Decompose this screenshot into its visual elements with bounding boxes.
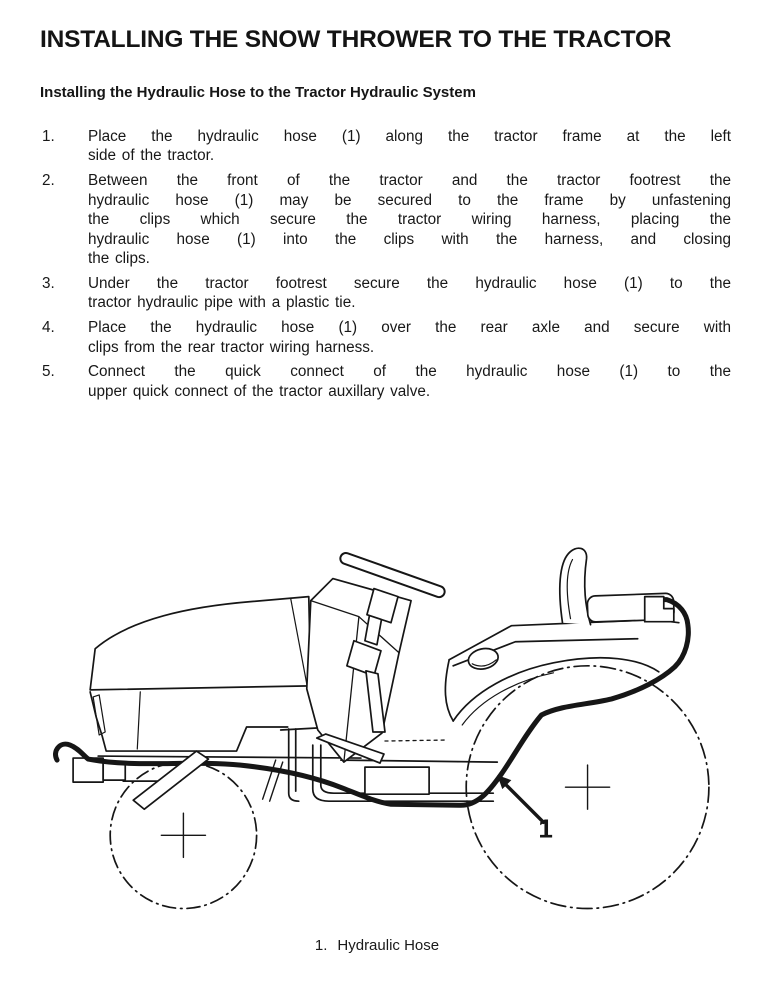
front-wheel	[110, 762, 256, 908]
instruction-line: clips from the rear tractor wiring harness.	[88, 338, 375, 356]
section-subtitle: Installing the Hydraulic Hose to the Tractor Hydraulic System	[40, 84, 476, 101]
instruction-line: Place the hydraulic hose (1) along the tractor frame at the left	[88, 128, 731, 145]
instruction-item-3	[42, 274, 732, 313]
item-text	[88, 362, 731, 401]
seat-backrest	[560, 548, 591, 625]
instruction-line: the clips.	[88, 249, 150, 267]
instruction-line: Connect the quick connect of the hydraulic hose (1) to the	[88, 363, 731, 381]
instruction-item-5	[42, 362, 732, 401]
instruction-item-2	[42, 171, 732, 268]
figure-caption-number: 1.	[314, 937, 328, 954]
instructions-list	[42, 127, 732, 407]
item-text	[88, 274, 731, 313]
hood	[90, 597, 311, 751]
page-title: INSTALLING THE SNOW THROWER TO THE TRACTOR	[40, 26, 672, 53]
instruction-line: tractor hydraulic pipe with a plastic tie.	[88, 294, 356, 312]
item-text	[88, 171, 731, 268]
tractor-illustration	[40, 528, 742, 930]
item-text	[88, 318, 731, 357]
item-number: 3.	[42, 274, 55, 292]
instruction-line: the clips which secure the tractor wiring harness, placing the	[88, 211, 731, 229]
instruction-line: side of the tractor.	[88, 147, 215, 165]
callout-label: 1	[538, 813, 553, 844]
figure-caption	[36, 937, 718, 954]
item-number: 4.	[42, 319, 55, 337]
instruction-line: Under the tractor footrest secure the hydraulic hose (1) to the	[88, 274, 731, 292]
instruction-item-1	[42, 127, 732, 166]
callout-arrow	[497, 775, 543, 822]
figure	[40, 528, 742, 930]
instruction-line: upper quick connect of the tractor auxillary valve.	[88, 382, 431, 400]
instruction-line: hydraulic hose (1) into the clips with the harness, and closing	[88, 230, 731, 248]
item-number: 1.	[42, 128, 55, 145]
instruction-line: Place the hydraulic hose (1) over the rear axle and secure with	[88, 319, 731, 337]
item-number: 5.	[42, 363, 55, 381]
item-number: 2.	[42, 172, 55, 190]
instruction-line: hydraulic hose (1) may be secured to the frame by unfastening	[88, 191, 731, 209]
instruction-item-4	[42, 318, 732, 357]
instruction-line: Between the front of the tractor and the tractor footrest the	[88, 172, 731, 190]
steering-drag-link	[133, 751, 208, 809]
item-text	[88, 127, 731, 166]
figure-caption-text: Hydraulic Hose	[337, 937, 440, 954]
